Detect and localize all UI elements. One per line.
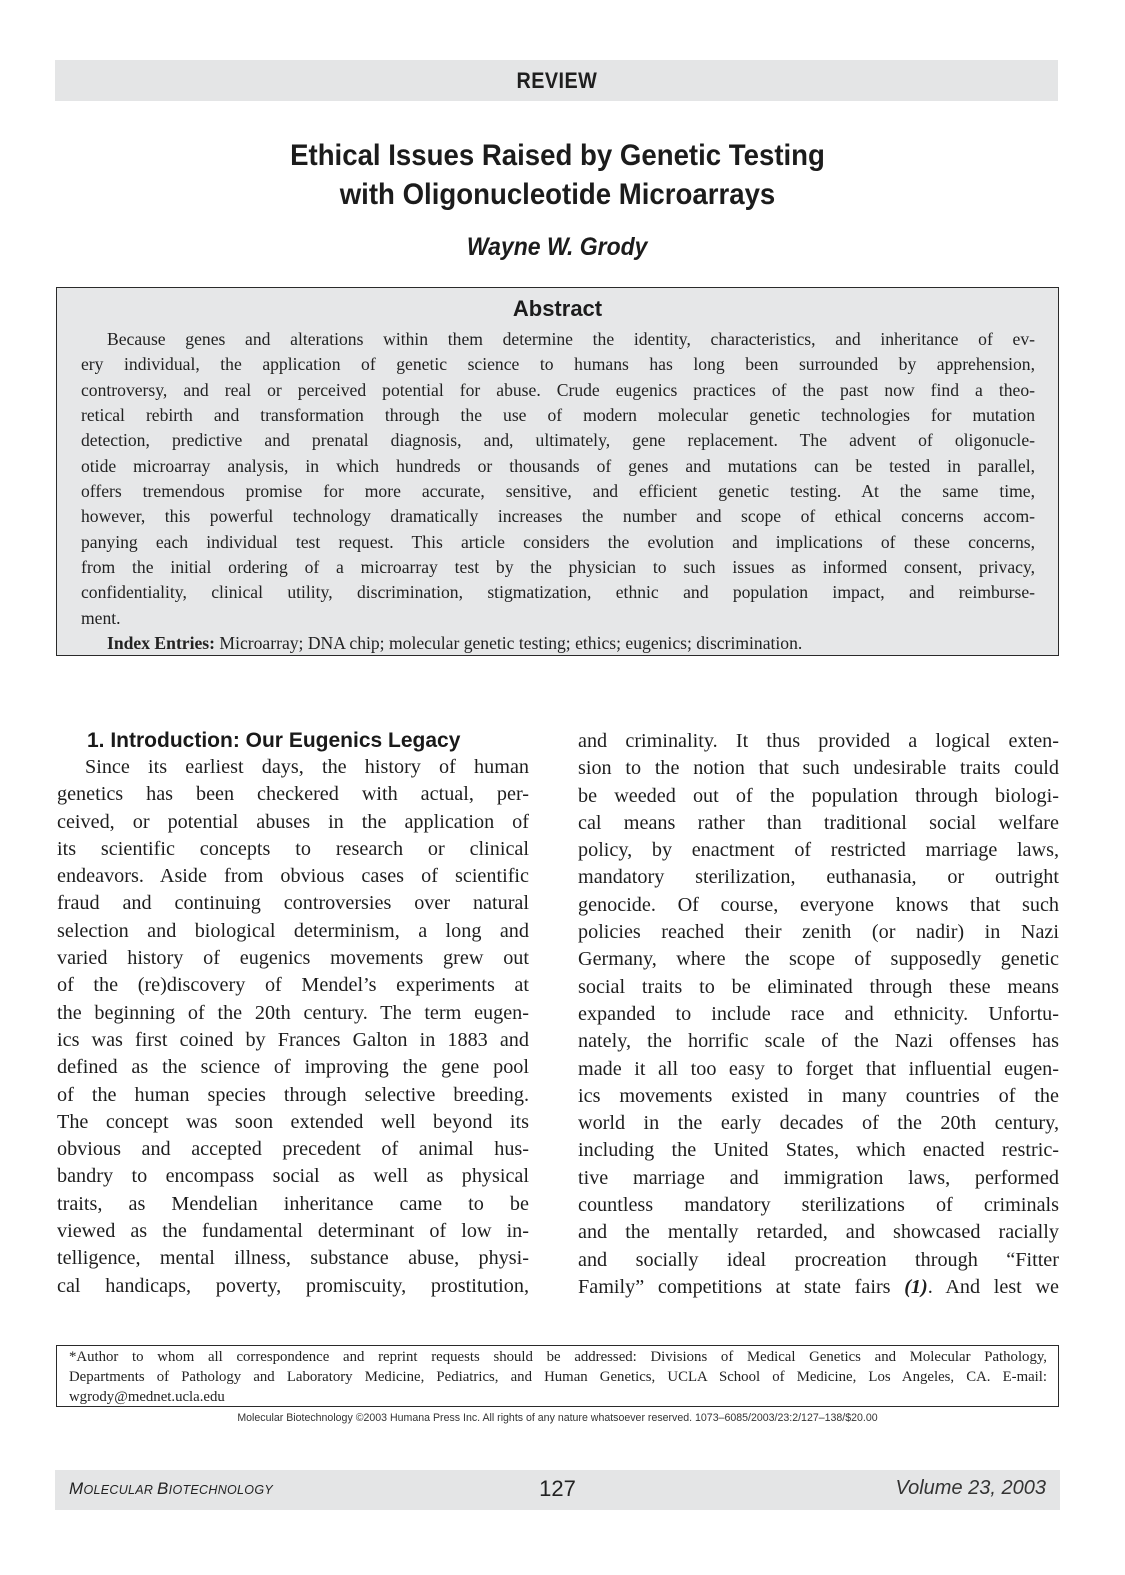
body-line: mandatory sterilization, euthanasia, or outright xyxy=(578,866,1059,889)
abstract-line: detection, predictive and prenatal diagnosis, and, ultimately, gene replacement. The advent of oligonucle- xyxy=(81,430,1035,451)
journal-name-part: M xyxy=(69,1479,84,1498)
body-line: telligence, mental illness, substance abuse, physi- xyxy=(57,1247,529,1270)
correspondence-footnote xyxy=(56,1345,1059,1407)
section-banner xyxy=(55,60,1058,101)
abstract-line: ment. xyxy=(81,607,121,628)
body-line: and the mentally retarded, and showcased racially xyxy=(578,1221,1059,1244)
body-line: genocide. Of course, everyone knows that such xyxy=(578,893,1059,916)
body-line: varied history of eugenics movements grew out xyxy=(57,947,529,970)
abstract-line: offers tremendous promise for more accurate, sensitive, and efficient genetic testing. At the same time, xyxy=(81,481,1035,502)
journal-name-part: B xyxy=(157,1479,169,1498)
body-line: expanded to include race and ethnicity. Unfortu- xyxy=(578,1002,1059,1025)
footnote-line: Departments of Pathology and Laboratory Medicine, Pediatrics, and Human Genetics, UCLA School of Medicine, Los Angeles, CA. E-mail: xyxy=(69,1369,1047,1385)
body-line: sion to the notion that such undesirable traits could xyxy=(578,757,1059,780)
footnote-line: *Author to whom all correspondence and reprint requests should be addressed: Divisions of Medical Genetics and Molecular Pathology, xyxy=(69,1349,1047,1365)
title-line: Ethical Issues Raised by Genetic Testing xyxy=(290,139,825,172)
body-line: tive marriage and immigration laws, performed xyxy=(578,1166,1059,1189)
body-text: . And lest we xyxy=(927,1275,1059,1298)
journal-name-part: OLECULAR xyxy=(83,1483,158,1497)
body-line: cal means rather than traditional social welfare xyxy=(578,811,1059,834)
body-line: ics movements existed in many countries of the xyxy=(578,1084,1059,1107)
abstract-line: confidentiality, clinical utility, discrimination, stigmatization, ethnic and population impact, and reimburse- xyxy=(81,582,1035,603)
body-line: of the human species through selective breeding. xyxy=(57,1083,529,1106)
page-footer xyxy=(55,1470,1060,1510)
body-line: including the United States, which enacted restric- xyxy=(578,1139,1059,1162)
left-column xyxy=(57,727,529,1300)
body-line: Since its earliest days, the history of human xyxy=(85,756,529,778)
body-line: ceived, or potential abuses in the application of xyxy=(57,810,529,833)
body-line: policy, by enactment of restricted marriage laws, xyxy=(578,839,1059,862)
journal-name-part: IOTECHNOLOGY xyxy=(168,1483,273,1497)
abstract-heading: Abstract xyxy=(512,296,603,321)
body-line: Germany, where the scope of supposedly genetic xyxy=(578,948,1059,971)
body-line xyxy=(578,1274,1059,1301)
abstract-line: controversy, and real or perceived potential for abuse. Crude eugenics practices of the past now find a theo- xyxy=(81,379,1035,400)
body-line: of the (re)discovery of Mendel’s experiments at xyxy=(57,974,529,997)
body-line: genetics has been checkered with actual, per- xyxy=(57,783,529,806)
body-line: bandry to encompass social as well as physical xyxy=(57,1165,529,1188)
title-line: with Oligonucleotide Microarrays xyxy=(339,178,776,211)
body-line: and criminality. It thus provided a logical exten- xyxy=(578,730,1059,752)
abstract-line: Because genes and alterations within them determine the identity, characteristics, and inheritance of ev- xyxy=(107,329,1035,349)
abstract-body xyxy=(81,327,1035,656)
index-entries-text: Microarray; DNA chip; molecular genetic testing; ethics; eugenics; discrimination. xyxy=(219,633,803,654)
abstract-line: ery individual, the application of genetic science to humans has long been surrounded by apprehension, xyxy=(81,354,1035,375)
abstract-box xyxy=(56,287,1059,656)
index-entries-label: Index Entries: xyxy=(107,633,216,654)
body-line: The concept was soon extended well beyond its xyxy=(57,1110,529,1133)
body-line: and socially ideal procreation through “Fitter xyxy=(578,1248,1059,1271)
footnote-body xyxy=(69,1347,1047,1407)
body-line: selection and biological determinism, a long and xyxy=(57,919,529,942)
abstract-line: from the initial ordering of a microarray test by the physician to such issues as informed consent, privacy, xyxy=(81,557,1035,578)
body-line: world in the early decades of the 20th century, xyxy=(578,1112,1059,1135)
body-line: nately, the horrific scale of the Nazi offenses has xyxy=(578,1030,1059,1053)
body-line: viewed as the fundamental determinant of low in- xyxy=(57,1220,529,1243)
body-line: the beginning of the 20th century. The term eugen- xyxy=(57,1001,529,1024)
body-line: countless mandatory sterilizations of criminals xyxy=(578,1194,1059,1217)
body-line: endeavors. Aside from obvious cases of scientific xyxy=(57,865,529,888)
abstract-line: however, this powerful technology dramatically increases the number and scope of ethical concerns accom- xyxy=(81,506,1035,527)
body-line: made it all too easy to forget that influential eugen- xyxy=(578,1057,1059,1080)
author-email[interactable]: wgrody@mednet.ucla.edu xyxy=(69,1389,225,1405)
body-line: fraud and continuing controversies over natural xyxy=(57,892,529,915)
abstract-line: otide microarray analysis, in which hundreds or thousands of genes and mutations can be tested in parallel, xyxy=(81,455,1035,476)
body-line: be weeded out of the population through biologi- xyxy=(578,784,1059,807)
author-text: Wayne W. Grody xyxy=(467,233,648,261)
copyright-line: Molecular Biotechnology ©2003 Humana Press Inc. All rights of any nature whatsoever reserved. 1073–6085/2003/23:2/127–138/$20.00 xyxy=(237,1412,878,1424)
volume-info: Volume 23, 2003 xyxy=(895,1477,1046,1499)
body-text: Family” competitions at state fairs xyxy=(578,1275,905,1298)
body-line: social traits to be eliminated through these means xyxy=(578,975,1059,998)
author-name xyxy=(0,233,1115,262)
body-line: obvious and accepted precedent of animal hus- xyxy=(57,1138,529,1161)
section-label: REVIEW xyxy=(516,67,597,93)
citation-link[interactable]: (1) xyxy=(904,1275,928,1298)
abstract-line: retical rebirth and transformation through the use of modern molecular genetic technologies for mutation xyxy=(81,405,1035,426)
body-line: ics was first coined by Frances Galton in 1883 and xyxy=(57,1028,529,1051)
body-line: its scientific concepts to research or clinical xyxy=(57,837,529,860)
body-line: traits, as Mendelian inheritance came to be xyxy=(57,1192,529,1215)
body-line: policies reached their zenith (or nadir) in Nazi xyxy=(578,921,1059,944)
body-line: cal handicaps, poverty, promiscuity, prostitution, xyxy=(57,1274,529,1297)
abstract-line: panying each individual test request. This article considers the evolution and implications of these concerns, xyxy=(81,531,1035,552)
section-heading: 1. Introduction: Our Eugenics Legacy xyxy=(87,729,461,752)
page-number: 127 xyxy=(539,1476,576,1501)
body-line: defined as the science of improving the gene pool xyxy=(57,1056,529,1079)
right-column xyxy=(578,728,1059,1301)
article-title xyxy=(0,136,1115,214)
index-entries xyxy=(81,631,1035,656)
